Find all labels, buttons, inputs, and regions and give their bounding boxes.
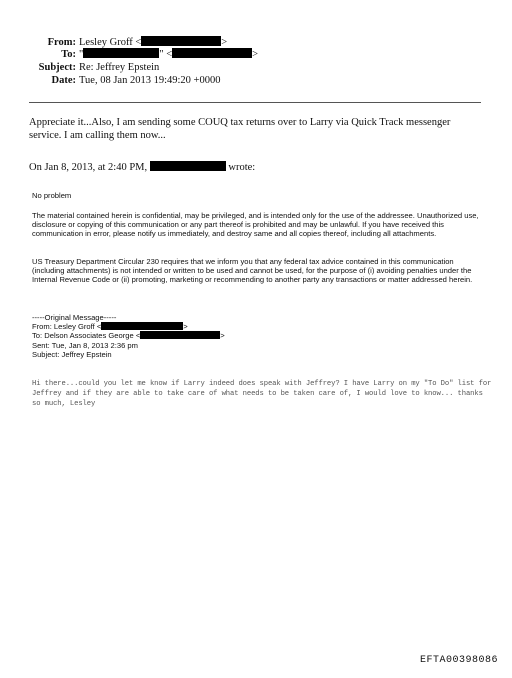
redaction-block — [150, 161, 226, 171]
confidentiality-notice: The material contained herein is confidential, may be privileged, and is intended only for the use of the addressee. Unauthorized use, disclosure or copying of this communication or any part thereof is prohibited and may be unlawful. If you have received this communication in error, please notify us immediately, and destroy same and all copies thereof, including all attachments. — [32, 211, 479, 239]
quote-attribution — [29, 161, 481, 174]
original-marker: -----Original Message----- — [32, 313, 117, 322]
header-divider — [29, 102, 481, 103]
original-from — [32, 322, 482, 331]
date-value: Tue, 08 Jan 2013 19:49:20 +0000 — [79, 75, 221, 86]
redaction-block — [141, 36, 221, 46]
date-line — [0, 74, 220, 87]
to-line — [0, 48, 258, 61]
original-from-close: > — [183, 322, 188, 332]
redaction-block — [140, 331, 220, 339]
from-label: From: — [47, 37, 76, 48]
no-problem-text: No problem — [32, 191, 72, 200]
redaction-block — [172, 48, 252, 58]
original-message-block — [32, 313, 482, 359]
subject-line — [0, 61, 159, 74]
reply-text: Appreciate it...Also, I am sending some COUQ tax returns over to Larry via Quick Track messenger service. I am calling them now... — [29, 117, 451, 141]
redaction-block — [83, 48, 159, 58]
quote-prefix: On Jan 8, 2013, at 2:40 PM, — [29, 162, 148, 173]
original-to-close: > — [220, 331, 225, 341]
original-subject: Subject: Jeffrey Epstein — [32, 349, 112, 359]
to-label: To: — [61, 49, 76, 60]
original-from-text: From: Lesley Groff < — [32, 322, 102, 332]
to-mid: " < — [159, 49, 173, 60]
original-to — [32, 331, 482, 340]
quote-suffix: wrote: — [228, 162, 256, 173]
to-open: " — [79, 49, 84, 60]
original-message-text: Hi there...could you let me know if Larry indeed does speak with Jeffrey? I have Larry on my "To Do" list for Jeffrey and if they are able to take care of what needs to be taken care of, I would love to know... thanks so much, Lesley — [32, 380, 492, 408]
to-close: > — [252, 49, 259, 60]
from-close: > — [221, 37, 228, 48]
date-label: Date: — [51, 75, 76, 86]
original-sent: Sent: Tue, Jan 8, 2013 2:36 pm — [32, 340, 138, 350]
from-value: Lesley Groff < — [79, 37, 142, 48]
subject-label: Subject: — [38, 62, 76, 73]
redaction-block — [101, 322, 183, 330]
subject-value: Re: Jeffrey Epstein — [79, 62, 160, 73]
circular-230-notice: US Treasury Department Circular 230 requires that we inform you that any federal tax advice contained in this communication (including attachments) is not intended or written to be used and cannot be used, for the purpose of (i) avoiding penalties under the Internal Revenue Code or (ii) promoting, marketing or recommending to another party any transactions or matter addressed herein. — [32, 257, 473, 285]
bates-number: EFTA00398086 — [419, 655, 498, 666]
original-to-text: To: Delson Associates George < — [32, 331, 141, 341]
